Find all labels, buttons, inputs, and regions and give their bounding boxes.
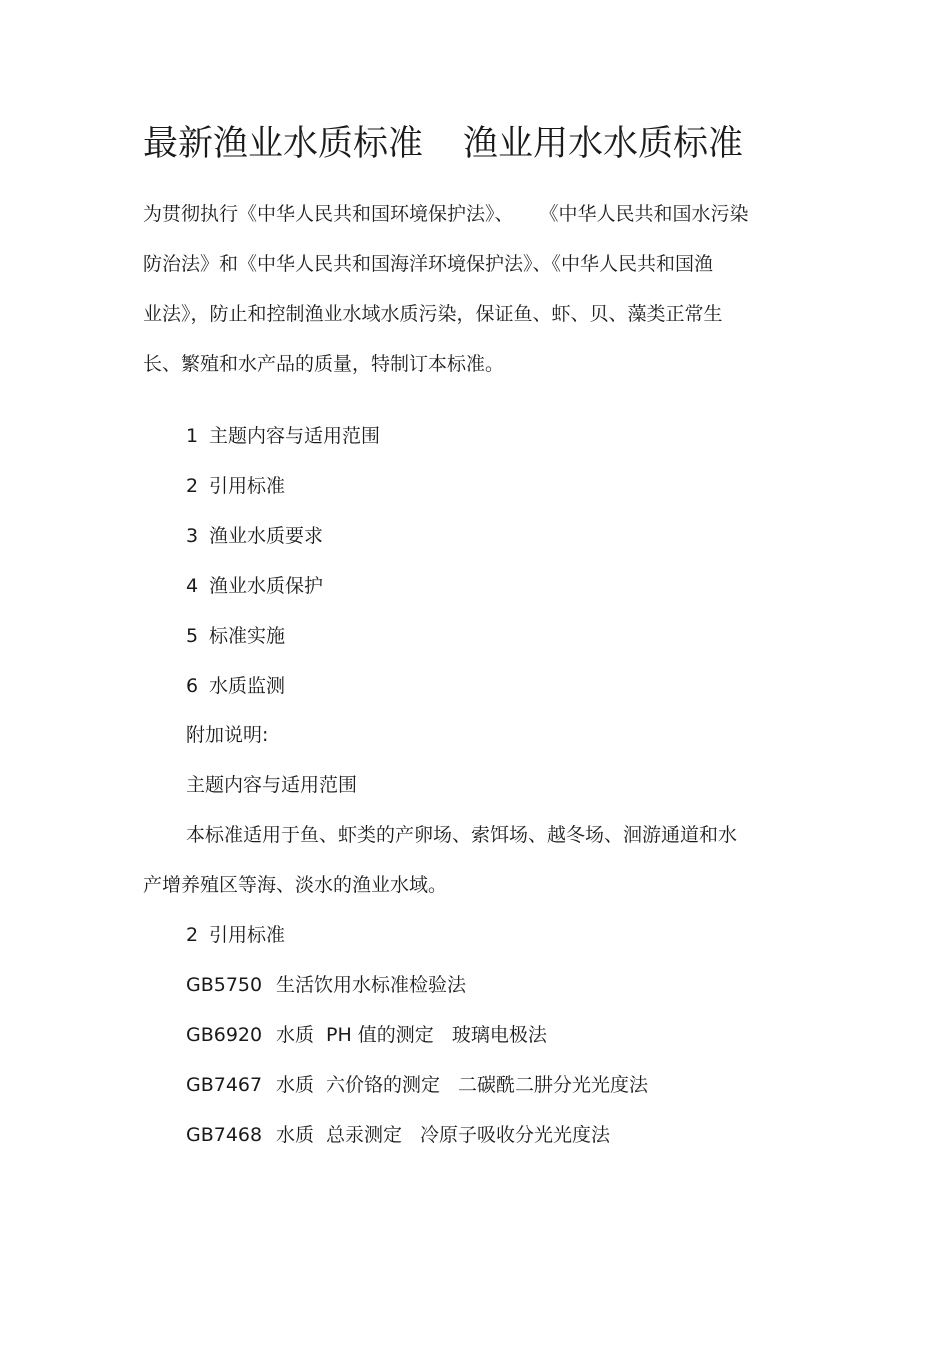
standard-code: GB7467: [186, 1074, 263, 1096]
intro-line: 长、繁殖和水产品的质量，特制订本标准。: [143, 353, 505, 375]
reference-text: 水质: [276, 1124, 315, 1146]
reference-item: [186, 1022, 547, 1048]
section-title: 引用标准: [209, 924, 286, 946]
standard-code: GB5750: [186, 974, 263, 996]
intro-line: 业法》，防止和控制渔业水域水质污染，保证鱼、虾、贝、藻类正常生: [143, 303, 723, 325]
reference-text: 水质: [276, 1074, 315, 1096]
intro-line: 防治法》和《中华人民共和国海洋环境保护法》、《中华人民共和国渔: [143, 253, 714, 275]
section-1-paragraph: 产增养殖区等海、淡水的渔业水域。: [143, 874, 448, 896]
toc-item: [186, 573, 323, 599]
toc-number: 6: [186, 675, 199, 697]
toc-item: [186, 423, 380, 449]
toc-label: 水质监测: [209, 675, 286, 697]
title-part-2: 渔业用水水质标准: [463, 124, 744, 164]
toc-number: 2: [186, 475, 199, 497]
toc-number: 3: [186, 525, 199, 547]
standard-code: GB6920: [186, 1024, 263, 1046]
toc-label: 渔业水质保护: [209, 575, 324, 597]
reference-text: 水质: [276, 1024, 315, 1046]
section-1-heading: 主题内容与适用范围: [186, 774, 358, 796]
toc-number: 1: [186, 425, 199, 447]
intro-line: [143, 201, 749, 227]
toc-item: [186, 523, 323, 549]
intro-text: 《中华人民共和国水污染: [539, 203, 749, 225]
reference-item: [186, 1122, 610, 1148]
page-title: [143, 120, 743, 168]
section-2-heading: [186, 922, 285, 948]
reference-text: 总汞测定: [326, 1124, 403, 1146]
toc-label: 渔业水质要求: [209, 525, 324, 547]
toc-label: 引用标准: [209, 475, 286, 497]
toc-number: 4: [186, 575, 199, 597]
toc-item: [186, 673, 285, 699]
section-number: 2: [186, 924, 199, 946]
standard-code: GB7468: [186, 1124, 263, 1146]
reference-item: [186, 1072, 648, 1098]
reference-text: 生活饮用水标准检验法: [276, 974, 467, 996]
toc-label: 主题内容与适用范围: [209, 425, 381, 447]
reference-text: PH 值的测定: [326, 1024, 434, 1046]
toc-item: [186, 623, 285, 649]
appendix-label: 附加说明:: [186, 724, 269, 746]
title-part-1: 最新渔业水质标准: [143, 124, 424, 164]
section-1-paragraph: 本标准适用于鱼、虾类的产卵场、索饵场、越冬场、洄游通道和水: [186, 824, 738, 846]
reference-text: 六价铬的测定: [326, 1074, 441, 1096]
toc-label: 标准实施: [209, 625, 286, 647]
toc-item: [186, 473, 285, 499]
reference-text: 玻璃电极法: [451, 1024, 547, 1046]
toc-number: 5: [186, 625, 199, 647]
reference-item: [186, 972, 466, 998]
intro-text: 为贯彻执行《中华人民共和国环境保护法》、: [143, 203, 514, 225]
reference-text: 二碳酰二肼分光光度法: [458, 1074, 649, 1096]
reference-text: 冷原子吸收分光光度法: [420, 1124, 611, 1146]
